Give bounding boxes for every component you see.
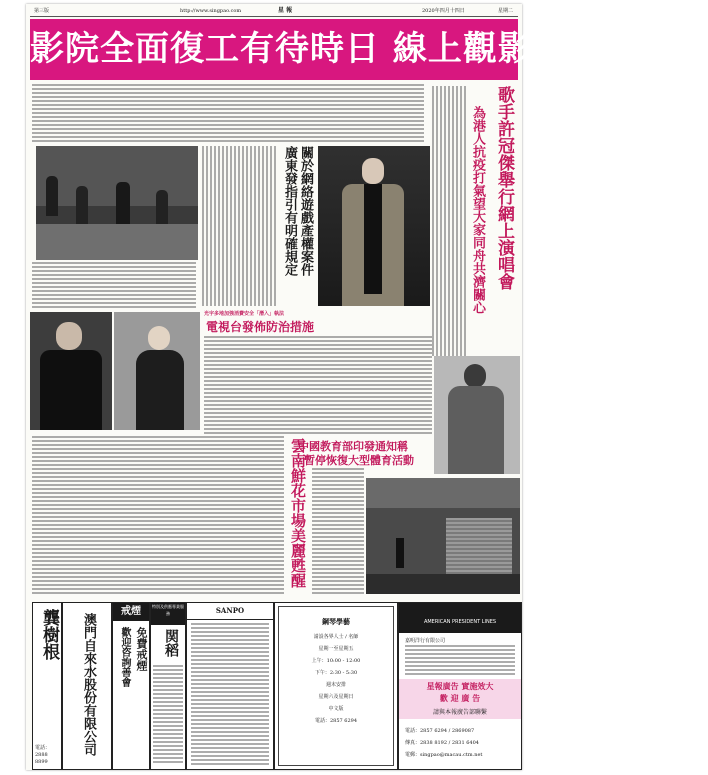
article-body	[32, 262, 196, 308]
ad-quit-line2: 歡迎咨詢善會	[119, 627, 130, 687]
article-body	[312, 468, 364, 594]
ad-notice-text: 関稻	[163, 629, 179, 657]
tv-prevention-kicker: 光宇多地加強消費安全「潛入」執法	[204, 311, 285, 317]
ad-gong-shu-gen[interactable]	[32, 602, 62, 770]
ad-macau-water[interactable]	[62, 602, 112, 770]
ad-notice-note: 特別及供應專業服務	[151, 603, 185, 625]
issue-date: 2020年四月十四日	[422, 8, 465, 14]
online-game-subtitle: 廣東發指引有明確規定	[282, 146, 297, 276]
yunnan-flowers-title: 雲南鮮花市場美麗甦醒	[289, 438, 307, 588]
ad-apl-line2: 歡 迎 廣 告	[439, 693, 481, 703]
ad-apl-brand: AMERICAN PRESIDENT LINES	[423, 619, 497, 625]
ad-quit-label: 戒煙	[113, 603, 149, 621]
ad-notice[interactable]	[150, 602, 186, 770]
page-header	[30, 6, 518, 17]
closed-shopfront-photo	[366, 478, 520, 594]
ad-body	[405, 645, 515, 675]
ad-quit-smoking[interactable]	[112, 602, 150, 770]
tv-studio-photo	[36, 146, 198, 260]
ad-macau-water-name: 澳門自來水股份有限公司	[81, 613, 96, 756]
article-body	[202, 146, 276, 306]
ad-apl-fax: 傳真：2838 8192 / 2831 6404	[405, 740, 479, 746]
ad-quit-line1: 免費戒煙	[135, 627, 148, 671]
article-body	[432, 86, 466, 356]
weekday: 星期二	[498, 8, 514, 14]
article-body	[32, 84, 424, 142]
ad-piano-classes[interactable]	[274, 602, 398, 770]
ad-apl-agent: 嘉明洋行有限公司	[405, 638, 446, 644]
ad-apl-phone: 電話：2857 6294 / 2869087	[405, 728, 475, 734]
ad-body	[191, 623, 269, 765]
ad-gong-title: 龔樹根	[39, 609, 59, 660]
singer-concert-subtitle: 為港人抗疫打氣望大家同舟共濟關心	[470, 106, 485, 314]
article-body	[32, 436, 284, 596]
tv-prevention-title: 電視台發佈防治措施	[206, 320, 315, 334]
ad-piano-title: 鋼琴學藝	[322, 617, 350, 626]
article-body	[204, 336, 432, 434]
actress-portrait-photo	[114, 312, 200, 430]
ad-apl-email[interactable]: 電郵：singpao@macau.ctm.net	[405, 752, 483, 758]
singer-raincoat-photo	[434, 356, 520, 474]
website-url[interactable]: http://www.singpao.com	[180, 8, 242, 14]
actor-portrait-photo	[30, 312, 112, 430]
ad-apl-line3: 請與本報廣告部聯繫	[432, 709, 487, 716]
ad-gong-phone: 電話：2888 8899	[35, 745, 51, 765]
online-game-title: 關於網絡遊戲產權案件	[298, 146, 313, 276]
ad-sampo-brand: SANPO	[187, 603, 273, 620]
banner-headline: 影院全面復工有待時日 線上觀影接受度漸高	[30, 19, 518, 80]
page-label: 第三版	[34, 8, 50, 14]
ad-body	[153, 665, 183, 765]
education-subtitle: 暫停恢復大型體育活動	[304, 454, 414, 467]
singer-portrait-photo	[318, 146, 430, 306]
masthead: 星 報	[278, 7, 293, 14]
ad-piano-lines: 請設各界人士 / 名師 星期一至星期五 上午：10:00 - 12:00 下午：2:30 - 5:30 週末安排 星期六及星期日 中文版 電話：2857 6294	[311, 634, 361, 724]
ad-apl[interactable]	[398, 602, 522, 770]
singer-concert-title: 歌手許冠傑舉行網上演唱會	[494, 86, 514, 290]
education-title: 中國教育部印發通知稱	[298, 440, 408, 453]
ad-apl-line1: 星報廣告 實施效大	[426, 681, 494, 691]
ad-sampo[interactable]	[186, 602, 274, 770]
